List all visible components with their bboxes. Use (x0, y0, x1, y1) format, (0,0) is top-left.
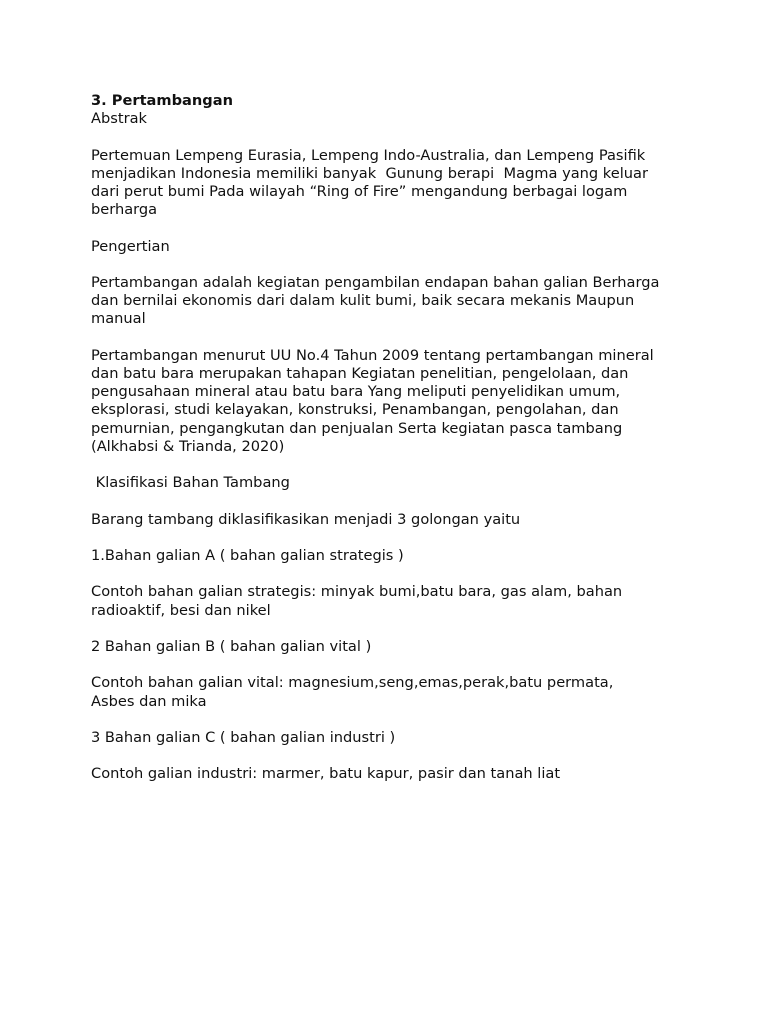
spacer (91, 565, 691, 583)
class-c-example: Contoh galian industri: marmer, batu kapur, pasir dan tanah liat (91, 765, 561, 783)
classification-heading: Klasifikasi Bahan Tambang (91, 474, 290, 492)
class-b-example-line: Contoh bahan galian vital: magnesium,seng,emas,perak,batu permata, (91, 674, 614, 692)
class-b-example (91, 674, 691, 710)
definition-heading: Pengertian (91, 237, 170, 255)
abstract-paragraph (91, 147, 691, 220)
spacer (91, 256, 691, 274)
abstract-heading: Abstrak (91, 110, 147, 128)
law-line: pengusahaan mineral atau batu bara Yang meliputi penyelidikan umum, (91, 383, 621, 401)
document-page (91, 92, 691, 784)
document-title: 3. Pertambangan (91, 92, 233, 109)
law-paragraph (91, 347, 691, 456)
class-b-heading: 2 Bahan galian B ( bahan galian vital ) (91, 637, 372, 655)
spacer (91, 219, 691, 237)
abstract-line: berharga (91, 201, 158, 219)
spacer (91, 128, 691, 146)
spacer (91, 747, 691, 765)
abstract-line: menjadikan Indonesia memiliki banyak Gunung berapi Magma yang keluar (91, 164, 648, 182)
law-line: dan batu bara merupakan tahapan Kegiatan penelitian, pengelolaan, dan (91, 364, 629, 382)
class-a-example-line: Contoh bahan galian strategis: minyak bumi,batu bara, gas alam, bahan (91, 583, 623, 601)
law-line: Pertambangan menurut UU No.4 Tahun 2009 tentang pertambangan mineral (91, 346, 654, 364)
definition-line: Pertambangan adalah kegiatan pengambilan endapan bahan galian Berharga (91, 273, 660, 291)
law-line: eksplorasi, studi kelayakan, konstruksi, Penambangan, pengolahan, dan (91, 401, 619, 419)
class-c-heading: 3 Bahan galian C ( bahan galian industri ) (91, 728, 396, 746)
spacer (91, 529, 691, 547)
spacer (91, 711, 691, 729)
spacer (91, 492, 691, 510)
classification-intro: Barang tambang diklasifikasikan menjadi 3 golongan yaitu (91, 510, 521, 528)
class-a-example (91, 583, 691, 619)
class-a-example-line: radioaktif, besi dan nikel (91, 601, 271, 619)
law-line: (Alkhabsi & Trianda, 2020) (91, 437, 285, 455)
abstract-line: Pertemuan Lempeng Eurasia, Lempeng Indo-Australia, dan Lempeng Pasifik (91, 146, 646, 164)
definition-line: dan bernilai ekonomis dari dalam kulit bumi, baik secara mekanis Maupun (91, 292, 635, 310)
abstract-line: dari perut bumi Pada wilayah “Ring of Fire” mengandung berbagai logam (91, 183, 628, 200)
spacer (91, 329, 691, 347)
law-line: pemurnian, pengangkutan dan penjualan Serta kegiatan pasca tambang (91, 419, 623, 437)
spacer (91, 456, 691, 474)
spacer (91, 620, 691, 638)
spacer (91, 656, 691, 674)
definition-line: manual (91, 310, 146, 328)
class-b-example-line: Asbes dan mika (91, 692, 207, 710)
definition-paragraph (91, 274, 691, 329)
class-a-heading: 1.Bahan galian A ( bahan galian strategis ) (91, 546, 404, 564)
